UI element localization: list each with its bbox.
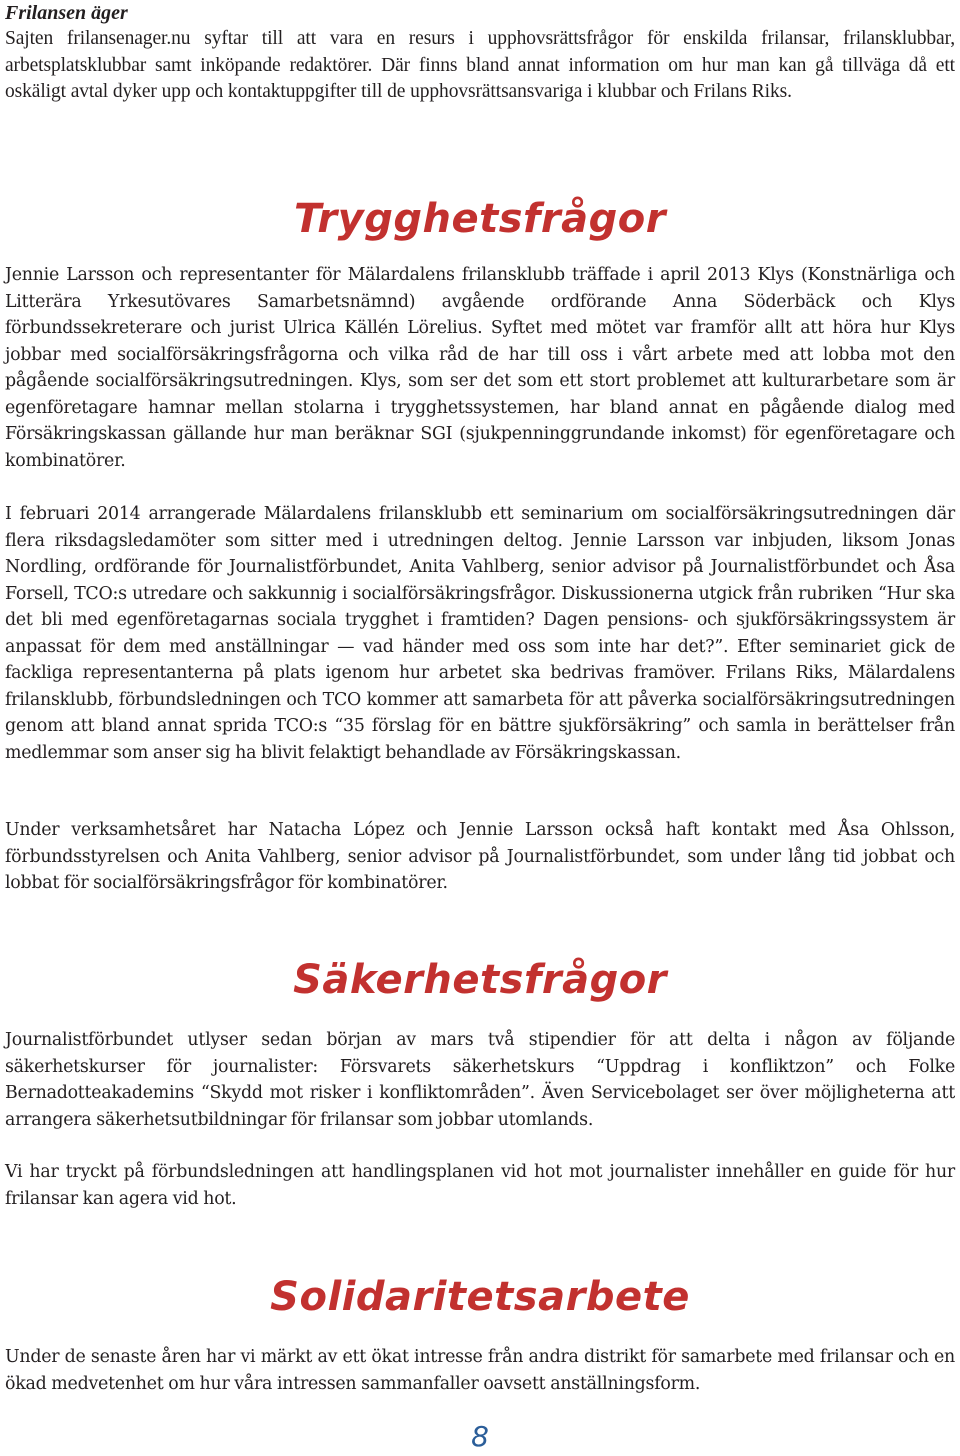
sakerhet-paragraph-1: Journalistförbundet utlyser sedan början av mars två stipendier för att delta i någon av följande säkerhetskurser för journalister: Försvarets säkerhetskurs “Uppdrag i konfliktzon” och Folke Bernadotteakademins “Skydd mot risker i konfliktområden”. Även Servicebolaget ser över möjligheterna att arrangera säkerhetsutbildningar för frilansar som jobbar utomlands. [5,1030,955,1130]
section-title-solidaritetsarbete: Solidaritetsarbete [270,1274,690,1320]
section-title-sakerhetsfragor: Säkerhetsfrågor [293,957,667,1003]
section-title-trygghetsfragor: Trygghetsfrågor [294,196,666,242]
trygghet-paragraph-2: I februari 2014 arrangerade Mälardalens frilansklubb ett seminarium om socialförsäkringsutredningen där flera riksdagsledamöter som sitter med i utredningen deltog. Jennie Larsson var inbjuden, liksom Jonas Nordling, ordförande för Journalistförbundet, Anita Vahlberg, senior advisor på Journalistförbundet och Åsa Forsell, TCO:s utredare och sakkunnig i socialförsäkringsfrågor. Diskussionerna utgick från rubriken “Hur ska det bli med egenföretagarnas sociala trygghet i framtiden? Dagen pensions- och sjukförsäkringssystem är anpassat för dem med anställningar — vad händer med oss som inte har det?”. Efter seminariet gick de fackliga representanterna på plats igenom hur arbetet ska bedrivas framöver. Frilans Riks, Mälardalens frilansklubb, förbundsledningen och TCO kommer att samarbeta för att påverka socialförsäkringsutredningen genom att bland annat sprida TCO:s “35 förslag för en bättre sjukförsäkring” och samla in berättelser från medlemmar som anser sig ha blivit felaktigt behandlade av Försäkringskassan. [5,504,955,763]
trygghet-paragraph-1: Jennie Larsson och representanter för Mälardalens frilansklubb träffade i april 2013 Klys (Konstnärliga och Litterära Yrkesutövares Samarbetsnämnd) avgående ordförande Anna Söderbäck och Klys förbundssekreterare och jurist Ulrica Källén Lörelius. Syftet med mötet var framför allt att höra hur Klys jobbar med socialförsäkringsfrågorna och vilka råd de har till oss i vårt arbete med att lobba mot den pågående socialförsäkringsutredningen. Klys, som ser det som ett stort problemet att kulturarbetare som är egenföretagare hamnar mellan stolarna i trygghetssystemen, har bland annat en pågående dialog med Försäkringskassan gällande hur man beräknar SGI (sjukpenninggrundande inkomst) för egenföretagare och kombinatörer. [5,265,955,471]
intro-heading: Frilansen äger [5,2,128,24]
intro-paragraph: Sajten frilansenager.nu syftar till att vara en resurs i upphovsrättsfrågor för enskilda frilansar, frilansklubbar, arbetsplatsklubbar samt inköpande redaktörer. Där finns bland annat information om hur man kan gå tillväga då ett oskäligt avtal dyker upp och kontaktuppgifter till de upphovsrättsansvariga i klubbar och Frilans Riks. [5,28,955,102]
page-number: 8 [471,1420,489,1453]
intro-section [5,0,955,106]
sakerhet-paragraph-2: Vi har tryckt på förbundsledningen att handlingsplanen vid hot mot journalister innehåller en guide för hur frilansar kan agera vid hot. [5,1162,955,1209]
solidaritet-paragraph-1: Under de senaste åren har vi märkt av ett ökat intresse från andra distrikt för samarbete med frilansar och en ökad medvetenhet om hur våra intressen sammanfaller oavsett anställningsform. [5,1347,955,1394]
trygghet-paragraph-3: Under verksamhetsåret har Natacha López och Jennie Larsson också haft kontakt med Åsa Ohlsson, förbundsstyrelsen och Anita Vahlberg, senior advisor på Journalistförbundet, som under lång tid jobbat och lobbat för socialförsäkringsfrågor för kombinatörer. [5,820,955,893]
